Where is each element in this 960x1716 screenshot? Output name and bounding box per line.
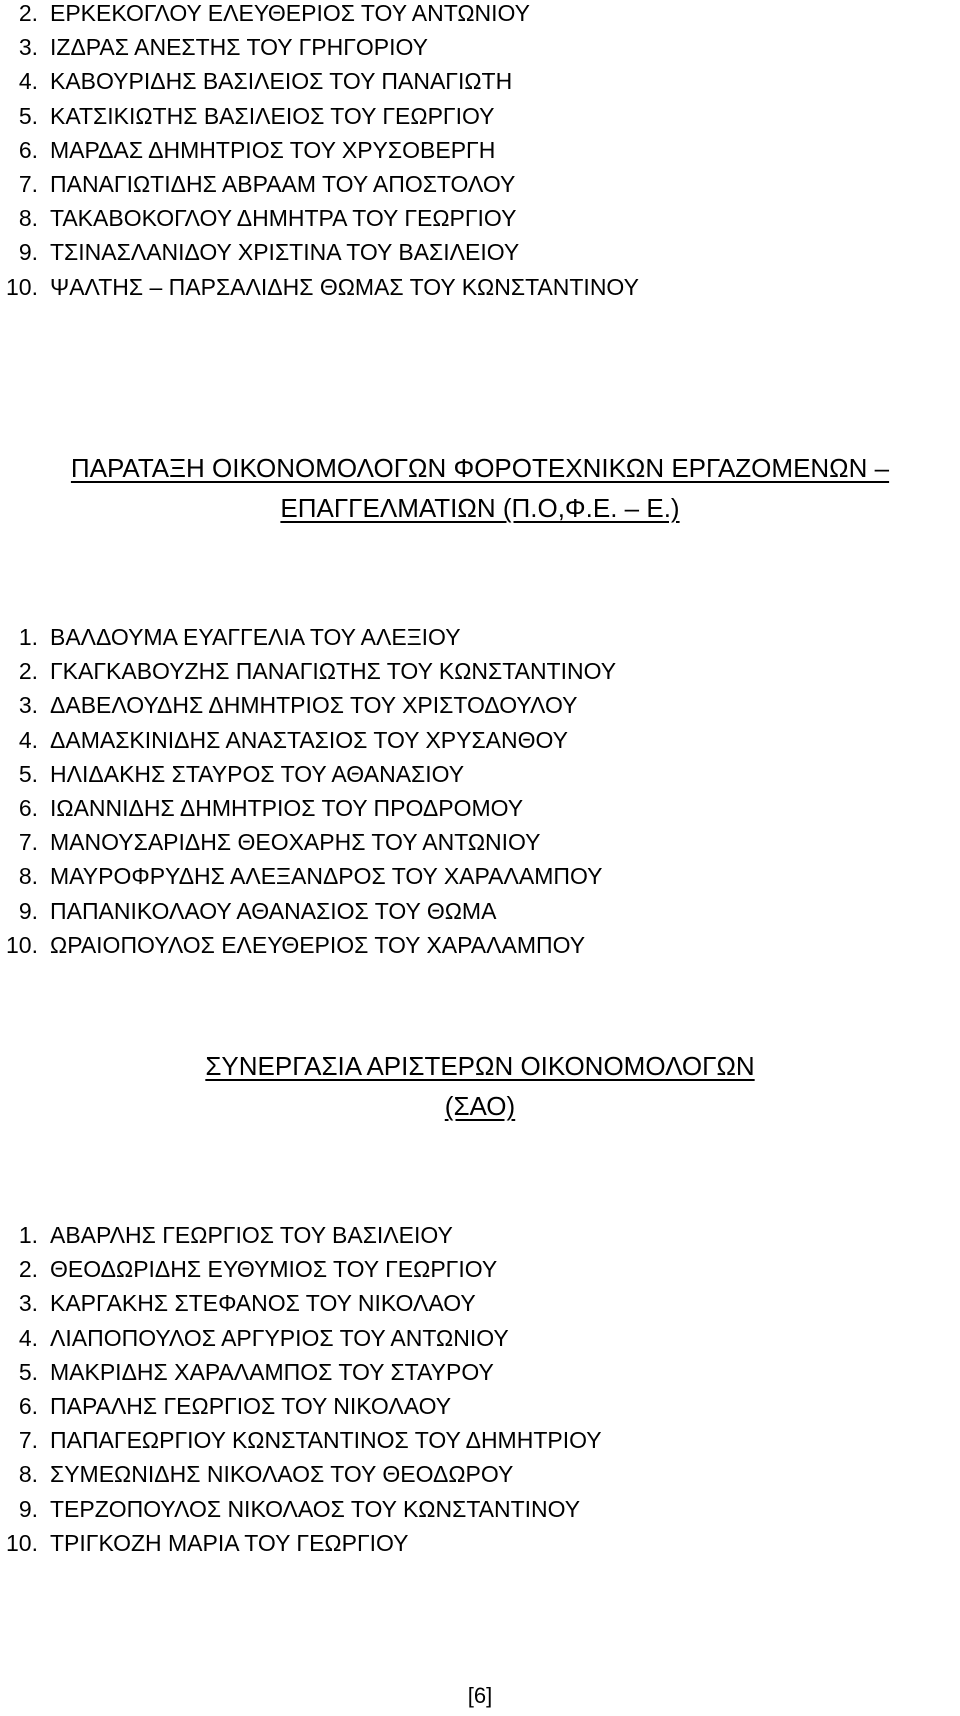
list-item-text: ΣΥΜΕΩΝΙΔΗΣ ΝΙΚΟΛΑΟΣ ΤΟΥ ΘΕΟΔΩΡΟΥ [50, 1461, 514, 1488]
list-item [6, 270, 639, 304]
list-item-number: 10. [6, 1529, 38, 1556]
list-item-number: 8. [18, 205, 38, 232]
list-item [6, 654, 616, 688]
list-item [6, 723, 616, 757]
list-item [6, 1252, 602, 1286]
list-item [6, 1355, 602, 1389]
list-item-text: ΚΑΒΟΥΡΙΔΗΣ ΒΑΣΙΛΕΙΟΣ ΤΟΥ ΠΑΝΑΓΙΩΤΗ [50, 68, 513, 95]
list-item-text: ΗΛΙΔΑΚΗΣ ΣΤΑΥΡΟΣ ΤΟΥ ΑΘΑΝΑΣΙΟΥ [50, 760, 465, 787]
list-item-text: ΙΩΑΝΝΙΔΗΣ ΔΗΜΗΤΡΙΟΣ ΤΟΥ ΠΡΟΔΡΟΜΟΥ [50, 794, 524, 821]
list-item-number: 5. [18, 1358, 38, 1385]
list-item-text: ΕΡΚΕΚΟΓΛΟΥ ΕΛΕΥΘΕΡΙΟΣ ΤΟΥ ΑΝΤΩΝΙΟΥ [50, 0, 531, 26]
candidate-list-sao [6, 1218, 602, 1560]
list-item-number: 7. [18, 829, 38, 856]
list-item-text: ΤΕΡΖΟΠΟΥΛΟΣ ΝΙΚΟΛΑΟΣ ΤΟΥ ΚΩΝΣΤΑΝΤΙΝΟΥ [50, 1495, 581, 1522]
list-item-text: ΠΑΠΑΓΕΩΡΓΙΟΥ ΚΩΝΣΤΑΝΤΙΝΟΣ ΤΟΥ ΔΗΜΗΤΡΙΟΥ [50, 1427, 602, 1454]
section-heading-line: ΕΠΑΓΓΕΛΜΑΤΙΩΝ (Π.Ο,Φ.Ε. – Ε.) [280, 493, 680, 523]
list-item [6, 1389, 602, 1423]
list-item-number: 4. [18, 726, 38, 753]
list-item [6, 1492, 602, 1526]
list-item-text: ΜΑΚΡΙΔΗΣ ΧΑΡΑΛΑΜΠΟΣ ΤΟΥ ΣΤΑΥΡΟΥ [50, 1358, 494, 1385]
list-item [6, 201, 639, 235]
list-item-text: ΜΑΝΟΥΣΑΡΙΔΗΣ ΘΕΟΧΑΡΗΣ ΤΟΥ ΑΝΤΩΝΙΟΥ [50, 829, 541, 856]
list-item-text: ΤΣΙΝΑΣΛΑΝΙΔΟΥ ΧΡΙΣΤΙΝΑ ΤΟΥ ΒΑΣΙΛΕΙΟΥ [50, 239, 520, 266]
list-item [6, 757, 616, 791]
list-item-number: 3. [18, 34, 38, 61]
list-item-number: 2. [18, 1256, 38, 1283]
list-item-number: 5. [18, 102, 38, 129]
list-item-text: ΠΑΝΑΓΙΩΤΙΔΗΣ ΑΒΡΑΑΜ ΤΟΥ ΑΠΟΣΤΟΛΟΥ [50, 170, 516, 197]
list-item [6, 791, 616, 825]
list-item [6, 1457, 602, 1491]
list-item [6, 235, 639, 269]
list-item-text: ΚΑΤΣΙΚΙΩΤΗΣ ΒΑΣΙΛΕΙΟΣ ΤΟΥ ΓΕΩΡΓΙΟΥ [50, 102, 495, 129]
list-item [6, 133, 639, 167]
list-item-number: 9. [18, 239, 38, 266]
list-item-text: ΜΑΥΡΟΦΡΥΔΗΣ ΑΛΕΞΑΝΔΡΟΣ ΤΟΥ ΧΑΡΑΛΑΜΠΟΥ [50, 863, 603, 890]
section-heading-line: ΣΥΝΕΡΓΑΣΙΑ ΑΡΙΣΤΕΡΩΝ ΟΙΚΟΝΟΜΟΛΟΓΩΝ [205, 1051, 755, 1081]
candidate-list-pofe [6, 620, 616, 962]
list-item-text: ΛΙΑΠΟΠΟΥΛΟΣ ΑΡΓΥΡΙΟΣ ΤΟΥ ΑΝΤΩΝΙΟΥ [50, 1324, 509, 1351]
list-item [6, 1286, 602, 1320]
list-item-text: ΑΒΑΡΛΗΣ ΓΕΩΡΓΙΟΣ ΤΟΥ ΒΑΣΙΛΕΙΟΥ [50, 1222, 453, 1248]
list-item-text: ΚΑΡΓΑΚΗΣ ΣΤΕΦΑΝΟΣ ΤΟΥ ΝΙΚΟΛΑΟΥ [50, 1290, 476, 1317]
list-item-number: 4. [18, 1324, 38, 1351]
list-item-number: 9. [18, 897, 38, 924]
list-item-text: ΜΑΡΔΑΣ ΔΗΜΗΤΡΙΟΣ ΤΟΥ ΧΡΥΣΟΒΕΡΓΗ [50, 136, 496, 163]
list-item-text: ΘΕΟΔΩΡΙΔΗΣ ΕΥΘΥΜΙΟΣ ΤΟΥ ΓΕΩΡΓΙΟΥ [50, 1256, 498, 1283]
list-item-text: ΩΡΑΙΟΠΟΥΛΟΣ ΕΛΕΥΘΕΡΙΟΣ ΤΟΥ ΧΑΡΑΛΑΜΠΟΥ [50, 931, 586, 958]
list-item-number: 3. [18, 1290, 38, 1317]
list-item-number: 8. [18, 863, 38, 890]
page-number: [6] [467, 1683, 493, 1708]
list-item-number: 9. [18, 1495, 38, 1522]
list-item-text: ΙΖΔΡΑΣ ΑΝΕΣΤΗΣ ΤΟΥ ΓΡΗΓΟΡΙΟΥ [50, 34, 428, 61]
list-item-number: 6. [18, 1392, 38, 1419]
section-heading-line: ΠΑΡΑΤΑΞΗ ΟΙΚΟΝΟΜΟΛΟΓΩΝ ΦΟΡΟΤΕΧΝΙΚΩΝ ΕΡΓΑΖΟΜΕΝΩΝ – [70, 453, 890, 483]
list-item [6, 859, 616, 893]
list-item-text: ΠΑΡΑΛΗΣ ΓΕΩΡΓΙΟΣ ΤΟΥ ΝΙΚΟΛΑΟΥ [50, 1392, 452, 1419]
section-heading-pofe [0, 448, 960, 528]
section-heading-line: (ΣΑΟ) [444, 1091, 516, 1121]
list-item [6, 928, 616, 962]
list-item-text: ΔΑΒΕΛΟΥΔΗΣ ΔΗΜΗΤΡΙΟΣ ΤΟΥ ΧΡΙΣΤΟΔΟΥΛΟΥ [50, 692, 578, 719]
list-item [6, 167, 639, 201]
list-item-number: 6. [18, 794, 38, 821]
list-item [6, 64, 639, 98]
list-item [6, 1526, 602, 1560]
list-item [6, 0, 639, 30]
list-item-number: 7. [18, 1427, 38, 1454]
list-item-text: ΠΑΠΑΝΙΚΟΛΑΟΥ ΑΘΑΝΑΣΙΟΣ ΤΟΥ ΘΩΜΑ [50, 897, 497, 924]
list-item-text: ΤΡΙΓΚΟΖΗ ΜΑΡΙΑ ΤΟΥ ΓΕΩΡΓΙΟΥ [50, 1529, 409, 1556]
list-item-text: ΓΚΑΓΚΑΒΟΥΖΗΣ ΠΑΝΑΓΙΩΤΗΣ ΤΟΥ ΚΩΝΣΤΑΝΤΙΝΟΥ [50, 658, 617, 685]
list-item [6, 825, 616, 859]
list-item-number: 2. [18, 658, 38, 685]
list-item [6, 620, 616, 654]
list-item-number: 4. [18, 68, 38, 95]
section-heading-sao [0, 1046, 960, 1126]
list-item-number: 7. [18, 170, 38, 197]
candidate-list-previous [6, 0, 639, 304]
list-item-text: ΨΑΛΤΗΣ – ΠΑΡΣΑΛΙΔΗΣ ΘΩΜΑΣ ΤΟΥ ΚΩΝΣΤΑΝΤΙΝΟΥ [50, 273, 639, 300]
list-item-text: ΤΑΚΑΒΟΚΟΓΛΟΥ ΔΗΜΗΤΡΑ ΤΟΥ ΓΕΩΡΓΙΟΥ [50, 205, 517, 232]
list-item-number: 8. [18, 1461, 38, 1488]
list-item-number: 6. [18, 136, 38, 163]
list-item-number: 1. [18, 624, 38, 650]
list-item-number: 2. [18, 0, 38, 26]
list-item [6, 30, 639, 64]
list-item-text: ΔΑΜΑΣΚΙΝΙΔΗΣ ΑΝΑΣΤΑΣΙΟΣ ΤΟΥ ΧΡΥΣΑΝΘΟΥ [50, 726, 569, 753]
list-item [6, 99, 639, 133]
list-item-number: 10. [6, 273, 38, 300]
list-item-number: 3. [18, 692, 38, 719]
list-item [6, 688, 616, 722]
list-item [6, 1218, 602, 1252]
list-item-number: 1. [18, 1222, 38, 1248]
list-item [6, 1423, 602, 1457]
list-item [6, 1321, 602, 1355]
list-item [6, 894, 616, 928]
list-item-number: 5. [18, 760, 38, 787]
list-item-text: ΒΑΛΔΟΥΜΑ ΕΥΑΓΓΕΛΙΑ ΤΟΥ ΑΛΕΞΙΟΥ [50, 624, 461, 650]
list-item-number: 10. [6, 931, 38, 958]
